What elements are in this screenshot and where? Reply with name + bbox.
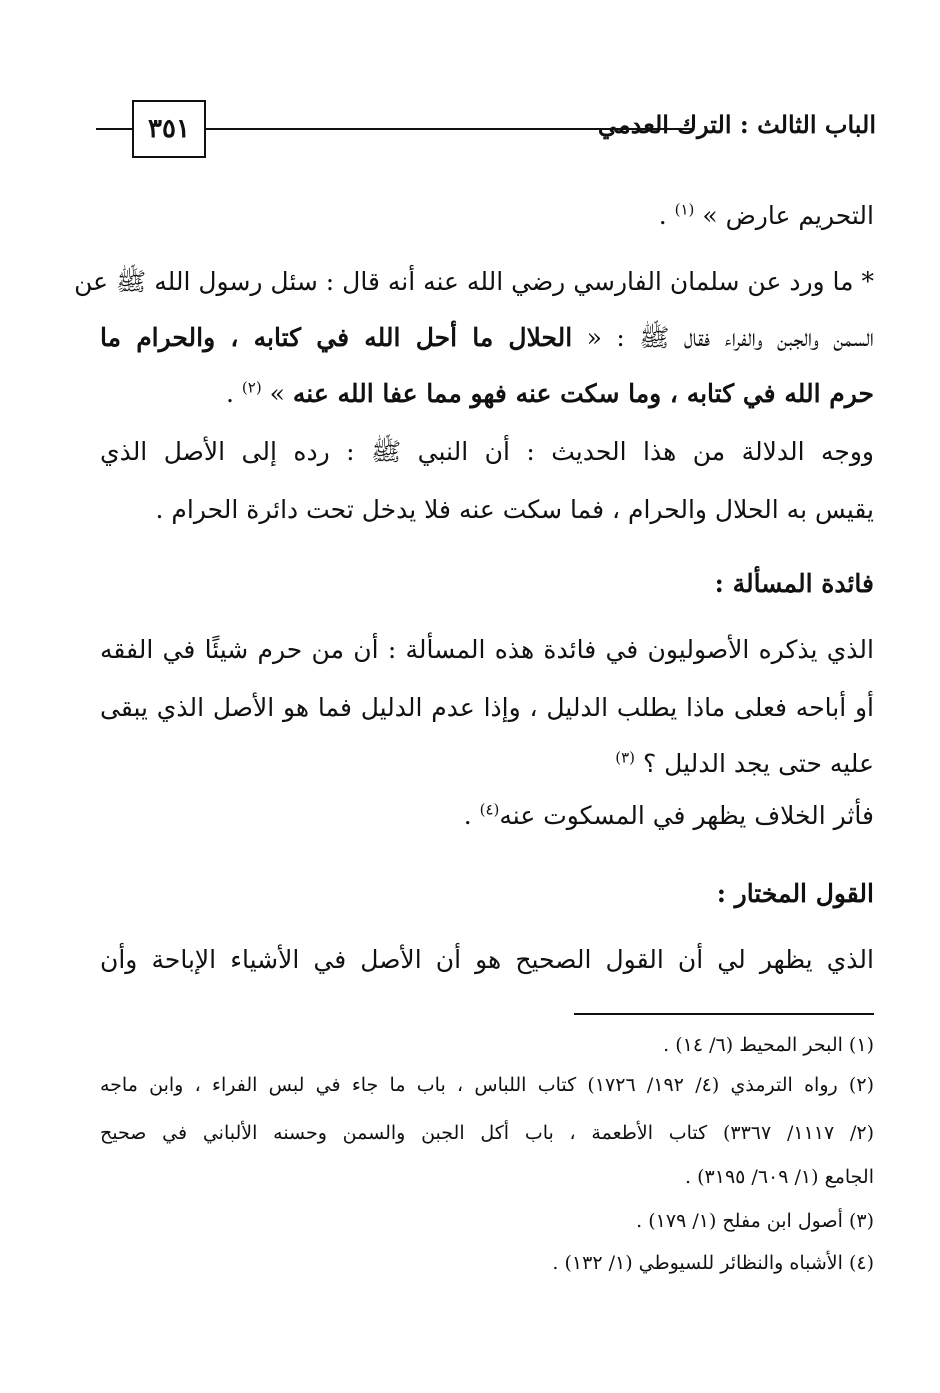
footnote: (٣) أصول ابن مفلح (١/ ١٧٩) .	[636, 1210, 874, 1232]
text-line: ووجه الدلالة من هذا الحديث : أن النبي ﷺ : رده إلى الأصل الذي	[100, 437, 874, 466]
footnote-ref: (٢)	[241, 378, 262, 397]
text-line: أو أباحه فعلى ماذا يطلب الدليل ، وإذا عدم الدليل فما هو الأصل الذي يبقى	[100, 693, 874, 722]
text-fragment: .	[463, 801, 480, 830]
text-line: يقيس به الحلال والحرام ، فما سكت عنه فلا يدخل تحت دائرة الحرام .	[155, 495, 874, 524]
text-line: * ما ورد عن سلمان الفارسي رضي الله عنه أنه قال : سئل رسول الله ﷺ عن	[74, 267, 874, 296]
section-heading: فائدة المسألة :	[714, 569, 874, 598]
text-fragment: السمن والجبن والفراء فقال ﷺ : «	[572, 323, 874, 352]
footnote-ref: (١)	[674, 200, 695, 219]
text-line	[100, 318, 874, 358]
text-line: الذي يذكره الأصوليون في فائدة هذه المسألة : أن من حرم شيئًا في الفقه	[100, 635, 874, 664]
text-fragment: التحريم عارض »	[702, 201, 874, 230]
footnote: (٤) الأشباه والنظائر للسيوطي (١/ ١٣٢) .	[552, 1252, 874, 1274]
footnote: الجامع (١/ ٦٠٩/ ٣١٩٥) .	[685, 1166, 874, 1188]
footnote: (٢/ ١١١٧/ ٣٣٦٧) كتاب الأطعمة ، باب أكل الجبن والسمن وحسنه الألباني في صحيح	[100, 1122, 874, 1144]
footnote: (٢) رواه الترمذي (٤/ ١٩٢/ ١٧٢٦) كتاب اللباس ، باب ما جاء في لبس الفراء ، وابن ماجه	[100, 1074, 874, 1096]
text-line	[226, 374, 874, 414]
text-fragment: .	[658, 201, 675, 230]
text-fragment: فأثر الخلاف يظهر في المسكوت عنه	[499, 801, 874, 830]
page-number: ٣٥١	[132, 100, 206, 158]
header-rule-left	[96, 128, 132, 130]
footnote: (١) البحر المحيط (٦/ ١٤) .	[663, 1034, 874, 1056]
text-fragment: .	[226, 379, 242, 408]
text-line	[464, 796, 874, 836]
footnote-separator	[574, 1013, 874, 1015]
hadith-text: حرم الله في كتابه ، وما سكت عنه فهو مما عفا الله عنه	[292, 379, 874, 408]
section-heading: القول المختار :	[716, 879, 874, 908]
chapter-title: الباب الثالث : الترك العدمي	[597, 110, 876, 139]
text-fragment: عليه حتى يجد الدليل ؟	[642, 749, 874, 778]
footnote-ref: (٣)	[615, 748, 636, 767]
text-line	[615, 744, 874, 784]
page-header	[96, 96, 876, 162]
text-line	[659, 196, 874, 236]
hadith-text: الحلال ما أحل الله في كتابه ، والحرام ما	[100, 323, 573, 352]
footnote-ref: (٤)	[479, 800, 500, 819]
text-fragment: »	[269, 379, 293, 408]
text-line: الذي يظهر لي أن القول الصحيح هو أن الأصل في الأشياء الإباحة وأن	[100, 945, 874, 974]
